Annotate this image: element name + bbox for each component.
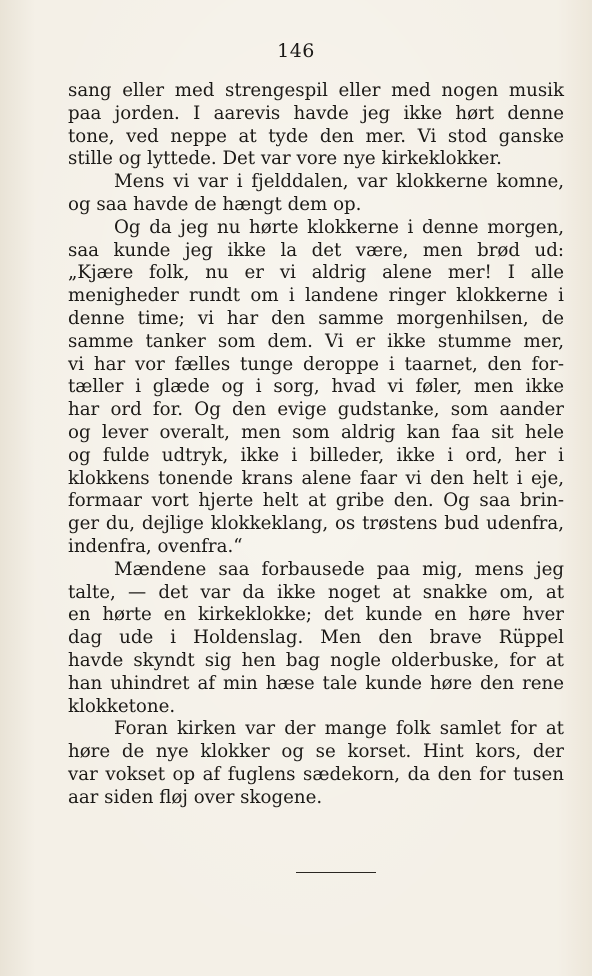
text-line: klokkens tonende krans alene faar vi den helt i eje, [68, 467, 564, 489]
text-line: talte, — det var da ikke noget at snakke om, at [68, 581, 564, 603]
text-line: ger du, dejlige klokkeklang, os trøstens bud udenfra, [68, 513, 564, 535]
text-line: Foran kirken var der mange folk samlet for at [114, 718, 564, 740]
text-line: stille og lyttede. Det var vore nye kirkeklokker. [68, 148, 502, 170]
text-line: høre de nye klokker og se korset. Hint kors, der [68, 741, 564, 763]
text-line: han uhindret af min hæse tale kunde høre den rene [68, 672, 564, 694]
text-line: dag ude i Holdenslag. Men den brave Rüppel [68, 627, 564, 649]
text-line: denne time; vi har den samme morgenhilsen, de [68, 307, 564, 329]
text-line: „Kjære folk, nu er vi aldrig alene mer! I alle [68, 262, 564, 284]
text-line: saa kunde jeg ikke la det være, men brød ud: [68, 239, 564, 261]
text-line: Mens vi var i fjelddalen, var klokkerne komne, [114, 171, 564, 193]
text-line: var vokset op af fuglens sædekorn, da den for tusen [68, 763, 564, 785]
text-line: tone, ved neppe at tyde den mer. Vi stod ganske [68, 125, 564, 147]
text-line: har ord for. Og den evige gudstanke, som aander [68, 399, 564, 421]
text-line: havde skyndt sig hen bag nogle olderbuske, for at [68, 649, 564, 671]
text-line: aar siden fløj over skogene. [68, 786, 323, 808]
text-line: vi har vor fælles tunge deroppe i taarnet, den for- [68, 353, 564, 375]
text-line: paa jorden. I aarevis havde jeg ikke hørt denne [68, 102, 564, 124]
text-line: menigheder rundt om i landene ringer klokkerne i [68, 285, 564, 307]
body-text [68, 80, 564, 810]
text-line: klokketone. [68, 695, 176, 717]
text-line: indenfra, ovenfra.“ [68, 535, 243, 557]
text-line: og lever overalt, men som aldrig kan faa sit hele [68, 421, 564, 443]
text-line: sang eller med strengespil eller med nogen musik [68, 80, 564, 101]
text-line: tæller i glæde og i sorg, hvad vi føler, men ikke [68, 376, 564, 398]
page-number: 146 [277, 40, 315, 62]
text-line: formaar vort hjerte helt at gribe den. Og saa brin- [68, 490, 564, 512]
closing-rule [296, 872, 376, 873]
text-line: og saa havde de hængt dem op. [68, 193, 362, 215]
text-line: og fulde udtryk, ikke i billeder, ikke i ord, her i [68, 444, 564, 466]
text-line: Mændene saa forbausede paa mig, mens jeg [114, 558, 564, 580]
text-line: samme tanker som dem. Vi er ikke stumme mer, [68, 330, 564, 352]
text-line: Og da jeg nu hørte klokkerne i denne morgen, [114, 216, 564, 238]
text-line: en hørte en kirkeklokke; det kunde en høre hver [68, 604, 564, 626]
